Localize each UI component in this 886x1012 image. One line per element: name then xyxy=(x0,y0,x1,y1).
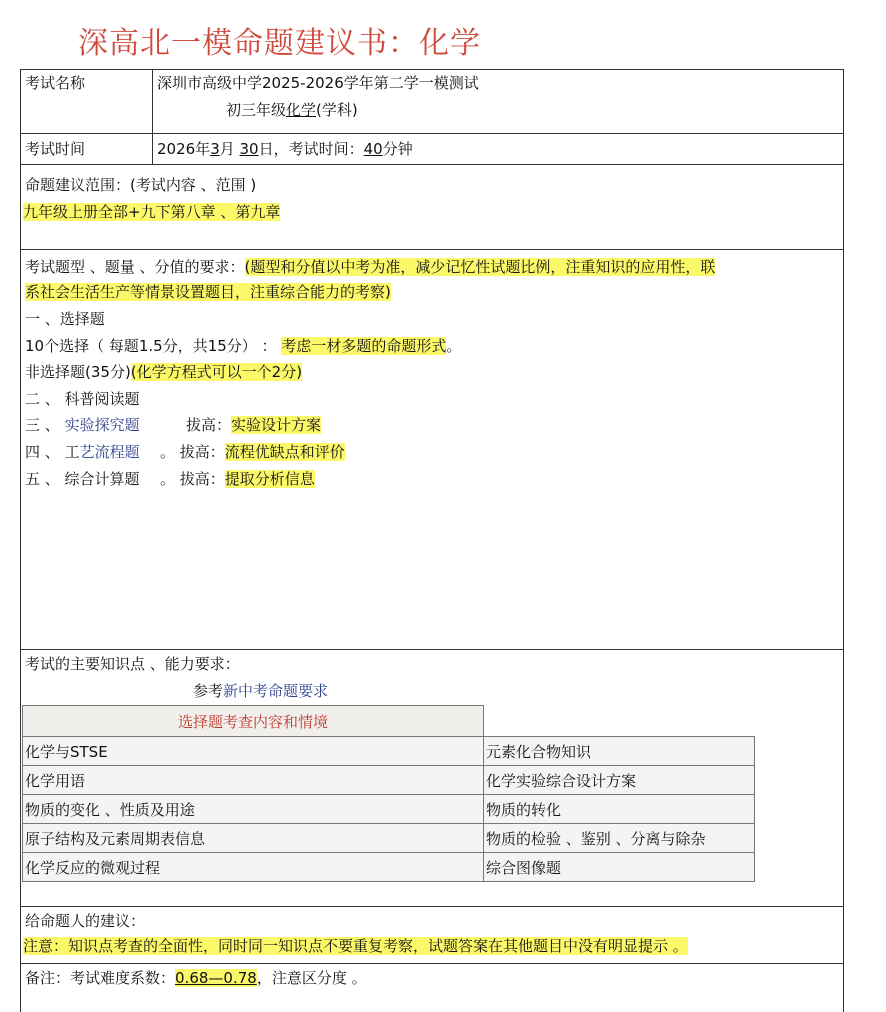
difficulty-value: 0.68—0.78 xyxy=(175,969,257,987)
suggestion-label: 给命题人的建议： xyxy=(25,912,146,930)
table-row xyxy=(23,795,755,824)
divider xyxy=(20,249,844,250)
scope-label: 命题建议范围：(考试内容 、范围 ) xyxy=(25,176,257,194)
table-cell: 元素化合物知识 xyxy=(484,737,755,766)
table-cell: 化学与STSE xyxy=(23,737,484,766)
exam-name-line1: 深圳市高级中学2025-2026学年第二学一模测试 xyxy=(157,74,479,92)
exam-name-label: 考试名称 xyxy=(25,74,86,92)
section-calculation: 五 、 综合计算题 xyxy=(25,470,140,488)
section-experiment: 三 、 实验探究题 xyxy=(25,416,140,434)
table-cell: 原子结构及元素周期表信息 xyxy=(23,824,484,853)
table-cell: 物质的检验 、鉴别 、分离与除杂 xyxy=(484,824,755,853)
exam-time-label: 考试时间 xyxy=(25,140,86,158)
reference-link: 新中考命题要求 xyxy=(223,682,329,700)
choice-note: 考虑一材多题的命题形式 xyxy=(281,337,447,355)
knowledge-table xyxy=(22,705,755,882)
table-row xyxy=(23,766,755,795)
equation-note: (化学方程式可以一个2分) xyxy=(130,363,303,381)
table-cell: 化学实验综合设计方案 xyxy=(484,766,755,795)
suggestion-note: 注意：知识点考查的全面性，同时同一知识点不要重复考察，试题答案在其他题目中没有明显提示 。 xyxy=(23,937,688,955)
non-choice-detail: 非选择题(35分)(化学方程式可以一个2分) xyxy=(25,363,303,381)
exam-name-line2: 初三年级化学(学科) xyxy=(226,101,358,119)
label-column-divider xyxy=(152,69,153,164)
table-cell: 物质的变化 、性质及用途 xyxy=(23,795,484,824)
section-process: 四 、 工艺流程题 xyxy=(25,443,140,461)
choice-detail: 10个选择（ 每题1.5分，共15分） ： 考虑一材多题的命题形式。 xyxy=(25,337,462,355)
divider xyxy=(20,133,844,134)
format-label: 考试题型 、题量 、分值的要求：(题型和分值以中考为准，减少记忆性试题比例，注重知识的应用性，联 xyxy=(25,258,716,276)
divider xyxy=(20,906,844,907)
divider xyxy=(20,649,844,650)
process-advanced: 。 拔高：流程优缺点和评价 xyxy=(160,443,345,461)
exam-time-value: 2026年3月 30日，考试时间：40分钟 xyxy=(157,140,413,158)
experiment-advanced: 拔高：实验设计方案 xyxy=(186,416,322,434)
table-row xyxy=(23,824,755,853)
section-science-reading: 二 、 科普阅读题 xyxy=(25,390,140,408)
table-row xyxy=(23,853,755,882)
divider xyxy=(20,164,844,165)
table-cell: 化学用语 xyxy=(23,766,484,795)
format-requirement-cont: 系社会生活生产等情景设置题目，注重综合能力的考察) xyxy=(25,283,391,301)
calculation-advanced: 。 拔高：提取分析信息 xyxy=(160,470,315,488)
page-title: 深高北一模命题建议书：化学 xyxy=(78,26,481,61)
table-row xyxy=(23,737,755,766)
subject-name: 化学 xyxy=(286,101,317,119)
table-cell: 化学反应的微观过程 xyxy=(23,853,484,882)
table-cell: 物质的转化 xyxy=(484,795,755,824)
section-choice: 一 、选择题 xyxy=(25,310,105,328)
knowledge-reference: 参考新中考命题要求 xyxy=(193,682,329,700)
table-header: 选择题考查内容和情境 xyxy=(23,706,484,737)
table-cell: 综合图像题 xyxy=(484,853,755,882)
remark: 备注：考试难度系数：0.68—0.78，注意区分度 。 xyxy=(25,969,367,987)
divider xyxy=(20,963,844,964)
scope-content: 九年级上册全部+九下第八章 、第九章 xyxy=(23,203,281,221)
knowledge-label: 考试的主要知识点 、能力要求： xyxy=(25,655,240,673)
format-requirement: (题型和分值以中考为准，减少记忆性试题比例，注重知识的应用性，联 xyxy=(244,258,716,276)
